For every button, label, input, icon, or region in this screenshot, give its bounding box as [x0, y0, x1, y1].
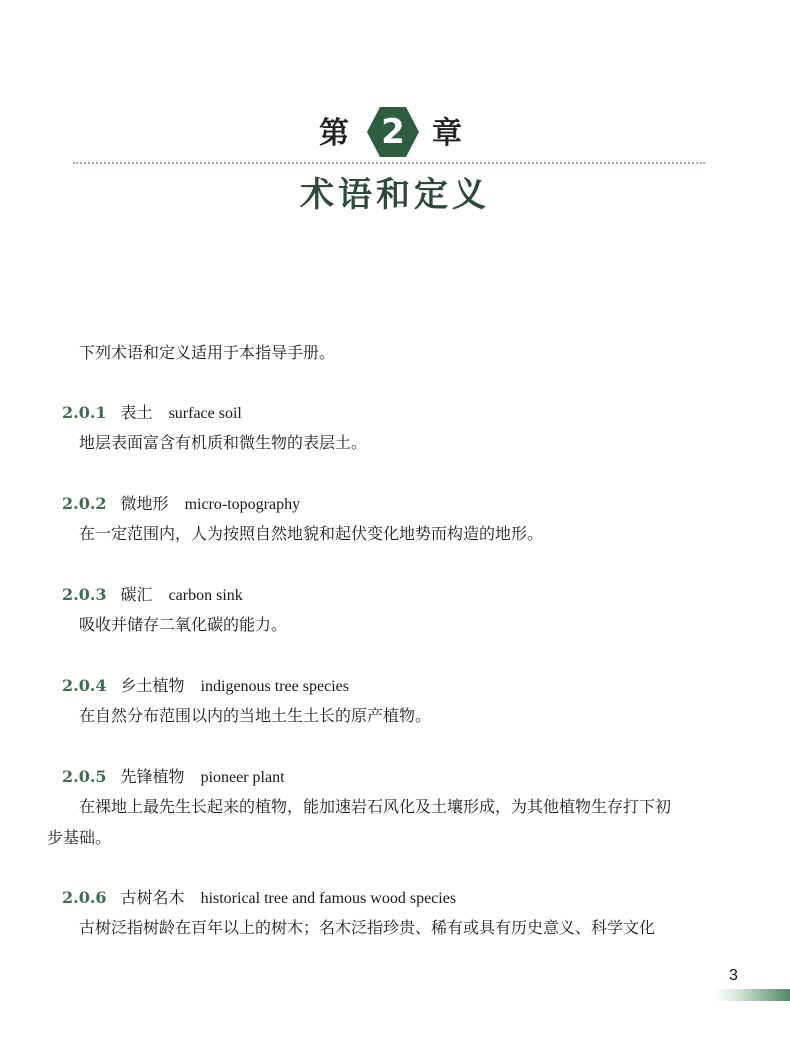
term-chinese: 古树名木 [120, 888, 185, 907]
term-heading [62, 764, 285, 791]
term-heading [62, 491, 300, 518]
term-definition: 在自然分布范围以内的当地土生土长的原产植物。 [79, 706, 432, 725]
term-english: surface soil [168, 405, 242, 422]
term-number: 2.0.4 [62, 676, 107, 695]
term-chinese: 乡土植物 [120, 676, 185, 695]
term-chinese: 碳汇 [120, 585, 153, 604]
term-english: micro-topography [184, 496, 301, 513]
chapter-prefix: 第 [319, 116, 349, 151]
page-number: 3 [729, 967, 738, 984]
intro-paragraph: 下列术语和定义适用于本指导手册。 [79, 343, 336, 362]
dotted-divider [73, 162, 705, 164]
chapter-suffix: 章 [432, 116, 462, 151]
term-heading [62, 673, 349, 700]
term-definition-continued: 步基础。 [47, 828, 112, 847]
term-chinese: 表土 [120, 403, 153, 422]
chapter-title: 术语和定义 [300, 175, 490, 215]
term-english: carbon sink [168, 587, 243, 604]
term-english: pioneer plant [200, 769, 285, 786]
term-number: 2.0.1 [62, 403, 107, 422]
chapter-number: 2 [381, 112, 405, 152]
term-chinese: 微地形 [120, 494, 169, 513]
term-english: indigenous tree species [200, 678, 349, 695]
term-number: 2.0.2 [62, 494, 107, 513]
term-number: 2.0.3 [62, 585, 107, 604]
term-definition: 地层表面富含有机质和微生物的表层土。 [79, 433, 368, 452]
chapter-heading [0, 104, 790, 160]
term-number: 2.0.5 [62, 767, 107, 786]
term-number: 2.0.6 [62, 888, 107, 907]
term-chinese: 先锋植物 [120, 767, 185, 786]
term-heading [62, 582, 243, 609]
term-heading [62, 400, 242, 427]
term-english: historical tree and famous wood species [200, 890, 457, 907]
term-definition: 在裸地上最先生长起来的植物，能加速岩石风化及土壤形成，为其他植物生存打下初 [79, 797, 672, 816]
term-definition: 吸收并储存二氧化碳的能力。 [79, 615, 288, 634]
term-definition: 古树泛指树龄在百年以上的树木；名木泛指珍贵、稀有或具有历史意义、科学文化 [79, 918, 656, 937]
term-definition: 在一定范围内，人为按照自然地貌和起伏变化地势而构造的地形。 [79, 524, 544, 543]
chapter-number-badge [365, 104, 421, 160]
page-number-bar [712, 989, 790, 1001]
term-heading [62, 885, 456, 912]
